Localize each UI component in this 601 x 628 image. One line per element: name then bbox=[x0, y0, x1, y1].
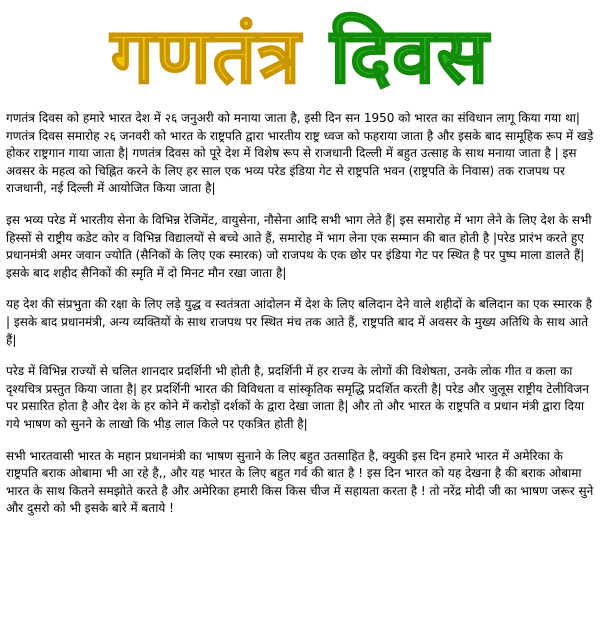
title-word-day: दिवस bbox=[330, 11, 491, 100]
paragraph-parade: इस भव्य परेड में भारतीय सेना के विभिन्न रेजिमेंट, वायुसेना, नौसेना आदि सभी भाग लेते हैं| इस समारोह में भाग लेने के लिए देश के सभी हिस्सों से राष्ट्रीय कडेट कोर व विभिन्न विद्यालयों से बच्चे आते हैं, समारोह में भाग लेना एक सम्मान की बात होती है |परेड प्रारंभ करते हुए प्रधानमंत्री अमर जवान ज्योति (सैनिकों के लिए एक स्मारक) जो राजपथ के एक छोर पर इंडिया गेट पर स्थित है पर पुष्प माला डालते हैं| इसके बाद शहीद सैनिकों की स्मृति में दो मिनट मौन रखा जाता है| bbox=[6, 212, 592, 280]
page-title bbox=[0, 8, 601, 104]
title-word-republic: गणतंत्र bbox=[110, 11, 302, 100]
paragraph-memorial: यह देश की संप्रभुता की रक्षा के लिए लड़े युद्ध व स्वतंत्रता आंदोलन में देश के लिए बलिदान देने वाले शहीदों के बलिदान का एक स्मारक है | इसके बाद प्रधानमंत्री, अन्य व्यक्तियों के साथ राजपथ पर स्थित मंच तक आते हैं, राष्ट्रपति बाद में अवसर के मुख्य अतिथि के साथ आते हैं| bbox=[6, 297, 592, 347]
paragraph-intro: गणतंत्र दिवस को हमारे भारत देश में २६ जनुअरी को मनाया जाता है, इसी दिन सन 1950 को भारत का संविधान लागू किया गया था| गणतंत्र दिवस समारोह २६ जनवरी को भारत के राष्ट्रपति द्वारा भारतीय राष्ट्र ध्वज को फहराया जाता है और इसके बाद सामूहिक रूप में खड़े होकर राष्ट्रगान गाया जाता है| गणतंत्र दिवस को पूरे देश में विशेष रूप से राजधानी दिल्ली में बहुत उत्साह के साथ मनाया जाता है | इस अवसर के महत्व को चिह्नित करने के लिए हर साल एक भव्य परेड इंडिया गेट से राष्ट्रपति भवन (राष्ट्रपति के निवास) तक राजपथ पर राजधानी, नई दिल्ली में आयोजित किया जाता है| bbox=[6, 111, 594, 196]
paragraph-exhibitions: परेड में विभिन्न राज्यों से चलित शानदार प्रदर्शिनी भी होती है, प्रदर्शिनी में हर राज्य के लोगों की विशेषता, उनके लोक गीत व कला का दृश्यचित्र प्रस्तुत किया जाता है| हर प्रदर्शिनी भारत की विविधता व सांस्कृतिक समृद्धि प्रदर्शित करती है| परेड और जुलूस राष्ट्रीय टेलीविजन पर प्रसारित होता है और देश के हर कोने में करोड़ों दर्शकों के द्वारा देखा जाता है| और तो और भारत के राष्ट्रपति व प्रधान मंत्री द्वारा दिया गये भाषण को सुनने के लाखो कि भीड़ लाल किले पर एकत्रित होती है| bbox=[6, 364, 589, 431]
paragraph-obama-visit: सभी भारतवासी भारत के महान प्रधानमंत्री का भाषण सुनाने के लिए बहुत उतसाहित है, क्युकी इस दिन हमारे भारत में अमेरिका के राष्ट्रपति बराक ओबामा भी आ रहे है,, और यह भारत के लिए बहुत गर्व की बात है ! इस दिन भारत को यह देखना है की बराक ओबामा भारत के साथ कितने समझोते करते है और अमेरिका हमारी किस किस चीज में सहायता करता है ! तो नरेंद्र मोदी जी का भाषण जरूर सुने और दुसरो को भी इसके बारे में बताये ! bbox=[6, 448, 594, 516]
article-body bbox=[6, 110, 596, 518]
